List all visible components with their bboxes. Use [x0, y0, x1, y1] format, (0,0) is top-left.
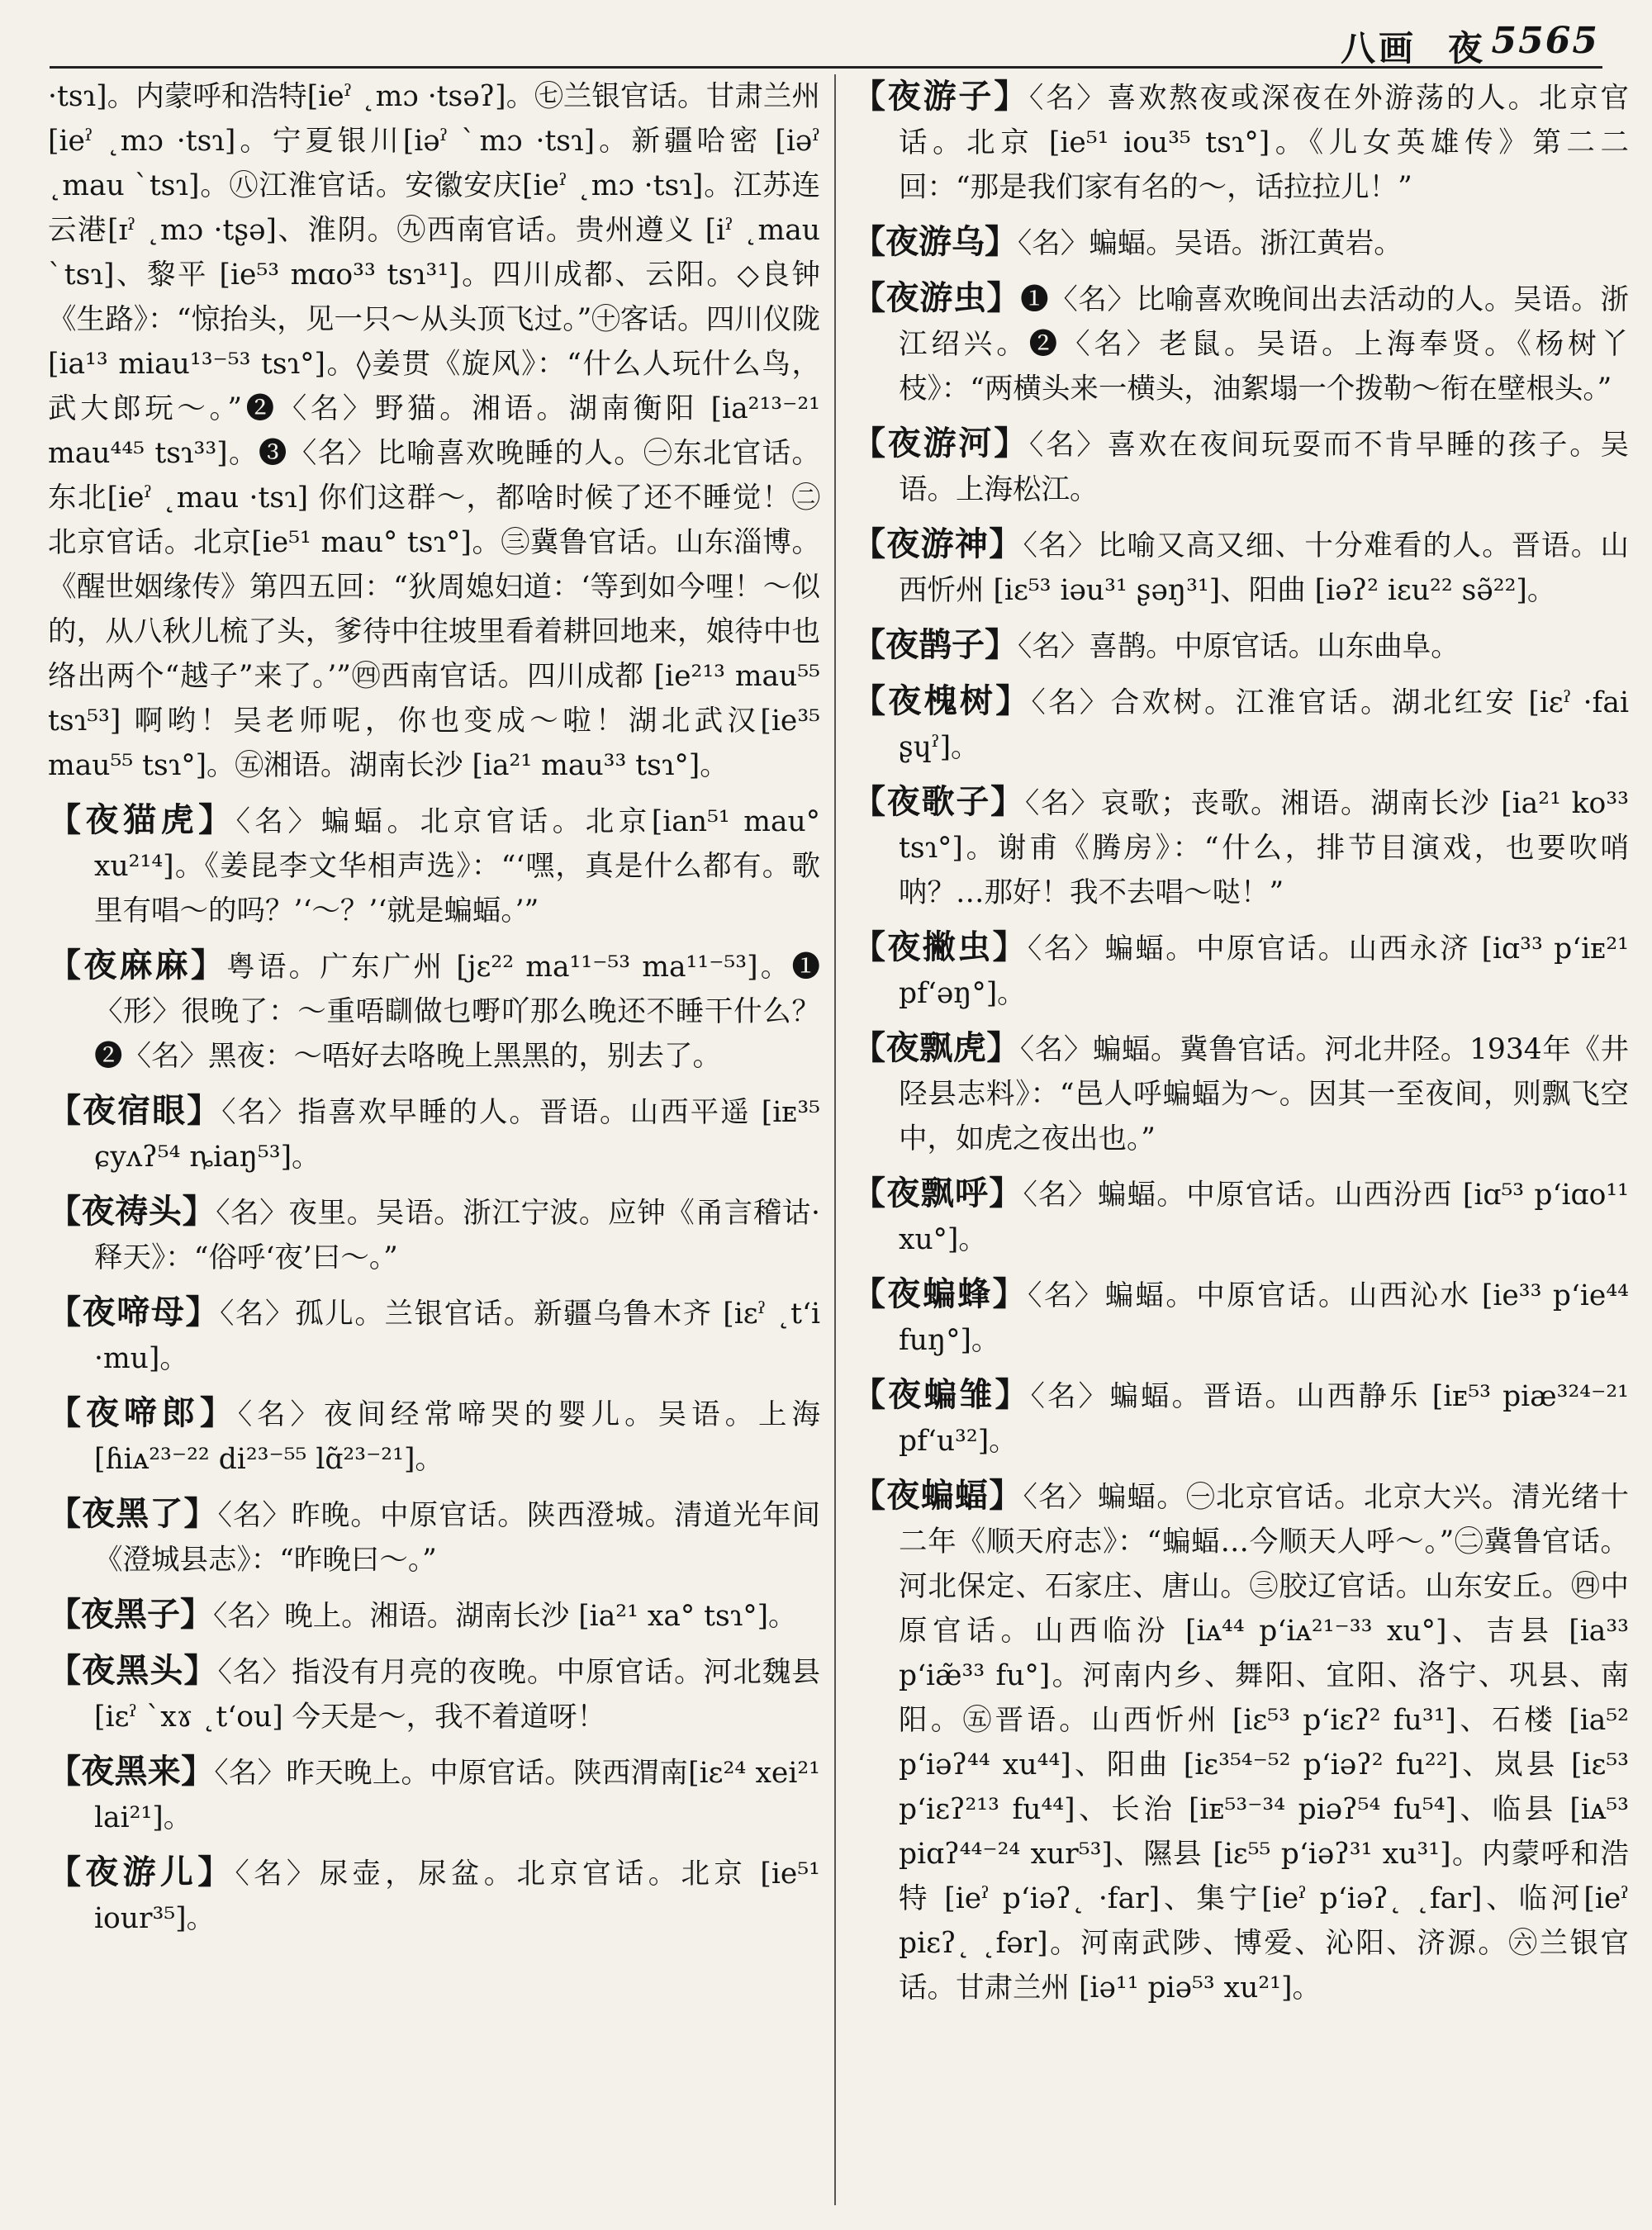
left-column	[48, 74, 820, 2222]
entry-headword: 【夜猫虎】	[48, 800, 236, 839]
entry-body: 〈名〉蝙蝠。晋语。山西静乐 [iᴇ⁵³ piæ³²⁴⁻²¹ pfʻu³²]。	[899, 1380, 1629, 1458]
continuation-paragraph: ·tsɿ]。内蒙呼和浩特[ieˀ ˛mɔ ·tsəʔ]。㊆兰银官话。甘肃兰州[ieˀ ˛mɔ ·tsɿ]。宁夏银川[iəˀ ˋmɔ ·tsɿ]。新疆哈密 [iəˀ ˛mau ˋtsɿ]。㊇江淮官话。安徽安庆[ieˀ ˛mɔ ·tsɿ]。江苏连云港[ɪˀ ˛mɔ ·tʂə]、淮阴。㊈西南官话。贵州遵义 [iˀ ˛mau ˋtsɿ]、黎平 [ie⁵³ mɑo³³ tsɿ³¹]。四川成都、云阳。◇良钟《生路》：“惊抬头，见一只～从头顶飞过。”㊉客话。四川仪陇[ia¹³ miau¹³⁻⁵³ tsɿ°]。◊姜贯《旋风》：“什么人玩什么鸟，武大郎玩～。”❷〈名〉野猫。湘语。湖南衡阳 [ia²¹³⁻²¹ mau⁴⁴⁵ tsɿ³³]。❸〈名〉比喻喜欢晚睡的人。㊀东北官话。东北[ieˀ ˛mau ·tsɿ] 你们这群～，都啥时候了还不睡觉！㊁北京官话。北京[ie⁵¹ mau° tsɿ°]。㊂冀鲁官话。山东淄博。《醒世姻缘传》第四五回：“狄周媳妇道：‘等到如今哩！～似的，从八秋儿梳了头，爹待中往坡里看着耕回地来，娘待中也络出两个“越子”来了。’”㊃西南官话。四川成都 [ie²¹³ mau⁵⁵ tsɿ⁵³] 啊哟！吴老师呢，你也变成～啦！湖北武汉[ie³⁵ mau⁵⁵ tsɿ°]。㊄湘语。湖南长沙 [ia²¹ mau³³ tsɿ°]。	[48, 80, 820, 782]
entry-headword: 【夜黑了】	[48, 1494, 218, 1533]
dictionary-entry	[48, 798, 820, 933]
entry-body: 〈名〉喜欢在夜间玩耍而不肯早睡的孩子。吴语。上海松江。	[899, 429, 1629, 506]
dictionary-entry	[852, 522, 1629, 613]
entry-headword: 【夜游虫】	[852, 278, 1021, 317]
entry-headword: 【夜飘呼】	[852, 1174, 1023, 1212]
entry-headword: 【夜黑子】	[48, 1595, 213, 1634]
entry-body: 〈名〉昨晚。中原官话。陕西澄城。清道光年间《澄城县志》：“昨晚曰～。”	[94, 1499, 820, 1577]
entry-body: 〈名〉晚上。湘语。湖南长沙 [ia²¹ xa° tsɿ°]。	[213, 1600, 797, 1633]
dictionary-entry	[48, 1492, 820, 1582]
entry-headword: 【夜啼郎】	[48, 1393, 238, 1432]
entry-headword: 【夜宿眼】	[48, 1091, 222, 1130]
entry-headword: 【夜游子】	[852, 77, 1030, 116]
entry-headword: 【夜黑来】	[48, 1752, 215, 1791]
dictionary-entry	[48, 1290, 820, 1381]
entry-body: 〈名〉蝙蝠。中原官话。山西永济 [iɑ³³ pʻiᴇ²¹ pfʻəŋ°]。	[899, 932, 1629, 1010]
dictionary-entry	[48, 1391, 820, 1482]
entry-body: ❶〈名〉比喻喜欢晚间出去活动的人。吴语。浙江绍兴。❷〈名〉老鼠。吴语。上海奉贤。《杨树丫枝》：“两横头来一横头，油絮塌一个拨勒～衔在壁根头。”	[899, 283, 1629, 406]
dictionary-entry	[48, 1749, 820, 1840]
dictionary-entry	[852, 780, 1629, 915]
dictionary-entry	[852, 220, 1629, 266]
entry-headword: 【夜啼母】	[48, 1293, 221, 1331]
entry-body: 粤语。广东广州 [jɛ²² ma¹¹⁻⁵³ ma¹¹⁻⁵³]。❶〈形〉很晚了：～重唔瞓做乜嘢吖那么晚还不睡干什么？❷〈名〉黑夜：～唔好去咯晚上黑黑的，别去了。	[94, 951, 820, 1073]
entry-body: 〈名〉指喜欢早睡的人。晋语。山西平遥 [iᴇ³⁵ ɕyʌʔ⁵⁴ ȵiaŋ⁵³]。	[94, 1096, 820, 1174]
dictionary-entry	[48, 1189, 820, 1280]
entry-body: 〈名〉孤儿。兰银官话。新疆乌鲁木齐 [iɛˀ ˛tʻi ·mu]。	[94, 1298, 820, 1375]
entry-body: 〈名〉蝙蝠。中原官话。山西沁水 [ie³³ pʻie⁴⁴ fuŋ°]。	[899, 1279, 1629, 1357]
entry-headword: 【夜游乌】	[852, 222, 1018, 261]
entry-body: 〈名〉指没有月亮的夜晚。中原官话。河北魏县 [iɛˀ ˋxɤ ˛tʻou] 今天是～，我不着道呀！	[94, 1656, 820, 1734]
section-label: 八画	[1340, 28, 1417, 69]
entry-headword: 【夜蝙蝠】	[852, 1476, 1023, 1515]
dictionary-entry	[852, 1026, 1629, 1161]
entry-headword: 【夜飘虎】	[852, 1028, 1020, 1067]
dictionary-entry	[852, 1373, 1629, 1464]
dictionary-entry	[48, 1592, 820, 1639]
entry-headword: 【夜游儿】	[48, 1853, 235, 1891]
entry-headword: 【夜游河】	[852, 424, 1030, 463]
entry-headword: 【夜祷头】	[48, 1192, 216, 1231]
entry-body: 〈名〉喜鹊。中原官话。山东曲阜。	[1018, 630, 1460, 663]
entry-headword: 【夜撇虫】	[852, 928, 1028, 966]
entry-body: 〈名〉比喻又高又细、十分难看的人。晋语。山西忻州 [iɛ⁵³ iəu³¹ ʂəŋ³¹]、阳曲 [iəʔ² iɛu²² sə̃²²]。	[899, 529, 1629, 607]
dictionary-entry	[48, 1850, 820, 1941]
running-header	[50, 15, 1602, 69]
entry-headword: 【夜槐树】	[852, 681, 1032, 720]
dictionary-entry	[852, 1473, 1629, 2010]
entry-headword: 【夜鹊子】	[852, 625, 1018, 664]
entry-body: 〈名〉蝙蝠。冀鲁官话。河北井陉。1934年《井陉县志料》：“邑人呼蝙蝠为～。因其一至夜间，则飘飞空中，如虎之夜出也。”	[899, 1033, 1629, 1155]
dictionary-entry	[852, 679, 1629, 770]
column-divider	[834, 74, 836, 2205]
entry-body: 〈名〉蝙蝠。㊀北京官话。北京大兴。清光绪十二年《顺天府志》：“蝙蝠…今顺天人呼～。”㊁冀鲁官话。河北保定、石家庄、唐山。㊂胶辽官话。山东安丘。㊃中原官话。山西临汾 [iᴀ⁴⁴ pʻiᴀ²¹⁻³³ xu°]、吉县 [ia³³ pʻiæ̃³³ fu°]。河南内乡、舞阳、宜阳、洛宁、巩县、南阳。㊄晋语。山西忻州 [iɛ⁵³ pʻiɛʔ² fu³¹]、石楼 [ia⁵² pʻiəʔ⁴⁴ xu⁴⁴]、阳曲 [iɛ³⁵⁴⁻⁵² pʻiəʔ² fu²²]、岚县 [iɛ⁵³ pʻiɛʔ²¹³ fu⁴⁴]、长治 [iᴇ⁵³⁻³⁴ piəʔ⁵⁴ fu⁵⁴]、临县 [iᴀ⁵³ piɑʔ⁴⁴⁻²⁴ xur⁵³]、隰县 [iɛ⁵⁵ pʻiəʔ³¹ xu³¹]。内蒙呼和浩特 [ieˀ pʻiəʔ˛ ·far]、集宁[ieˀ pʻiəʔ˛ ˛far]、临河[ieˀ piɛʔ˛ ˛fər]。河南武陟、博爱、沁阳、济源。㊅兰银官话。甘肃兰州 [iə¹¹ piə⁵³ xu²¹]。	[899, 1481, 1629, 2005]
entry-body: 〈名〉喜欢熬夜或深夜在外游荡的人。北京官话。北京 [ie⁵¹ iou³⁵ tsɿ°]。《儿女英雄传》第二二回：“那是我们家有名的～，话拉拉儿！”	[899, 82, 1629, 204]
page-number: 5565	[1491, 20, 1599, 62]
dictionary-entry	[48, 1089, 820, 1179]
entry-body: 〈名〉夜里。吴语。浙江宁波。应钟《甬言稽诂·释天》：“俗呼‘夜’曰～。”	[94, 1197, 820, 1274]
entry-body: 〈名〉哀歌；丧歌。湘语。湖南长沙 [ia²¹ ko³³ tsɿ°]。谢甫《腾房》：“什么，排节目演戏，也要吹哨呐？…那好！我不去唱～哒！”	[899, 787, 1629, 909]
entry-headword: 【夜歌子】	[852, 782, 1025, 821]
entry-body: 〈名〉夜间经常啼哭的婴儿。吴语。上海 [ɦiᴀ²³⁻²² di²³⁻⁵⁵ lɑ̃²³⁻²¹]。	[94, 1398, 820, 1476]
entry-body: 〈名〉尿壶，尿盆。北京官话。北京 [ie⁵¹ iour³⁵]。	[94, 1858, 820, 1935]
entry-headword: 【夜蝙蜂】	[852, 1274, 1028, 1313]
right-column	[852, 74, 1629, 2222]
dictionary-entry	[852, 421, 1629, 512]
dictionary-entry	[48, 1649, 820, 1739]
entry-body: 〈名〉蝙蝠。北京官话。北京[ian⁵¹ mau° xu²¹⁴]。《姜昆李文华相声选》：“‘嘿，真是什么都有。歌里有唱～的吗？’‘～？’‘就是蝙蝠。’”	[94, 805, 820, 928]
entry-body: 〈名〉蝙蝠。中原官话。山西汾西 [iɑ⁵³ pʻiɑo¹¹ xu°]。	[899, 1179, 1629, 1256]
entry-headword: 【夜黑头】	[48, 1651, 218, 1690]
header-character: 夜	[1447, 28, 1483, 69]
entry-headword: 【夜蝙雏】	[852, 1375, 1031, 1414]
dictionary-entry	[852, 623, 1629, 669]
dictionary-entry	[852, 276, 1629, 411]
entry-headword: 【夜麻麻】	[48, 946, 227, 985]
dictionary-entry	[852, 925, 1629, 1016]
dictionary-entry	[48, 943, 820, 1079]
entry-body: 〈名〉合欢树。江淮官话。湖北红安 [iɛˀ ·fai ʂɥˀ]。	[899, 686, 1629, 764]
dictionary-entry	[852, 1171, 1629, 1262]
dictionary-entry	[852, 74, 1629, 210]
entry-body: 〈名〉昨天晚上。中原官话。陕西渭南[iɛ²⁴ xei²¹ lai²¹]。	[94, 1757, 820, 1834]
entry-headword: 【夜游神】	[852, 524, 1023, 563]
dictionary-entry	[852, 1272, 1629, 1363]
entry-body: 〈名〉蝙蝠。吴语。浙江黄岩。	[1018, 227, 1403, 260]
